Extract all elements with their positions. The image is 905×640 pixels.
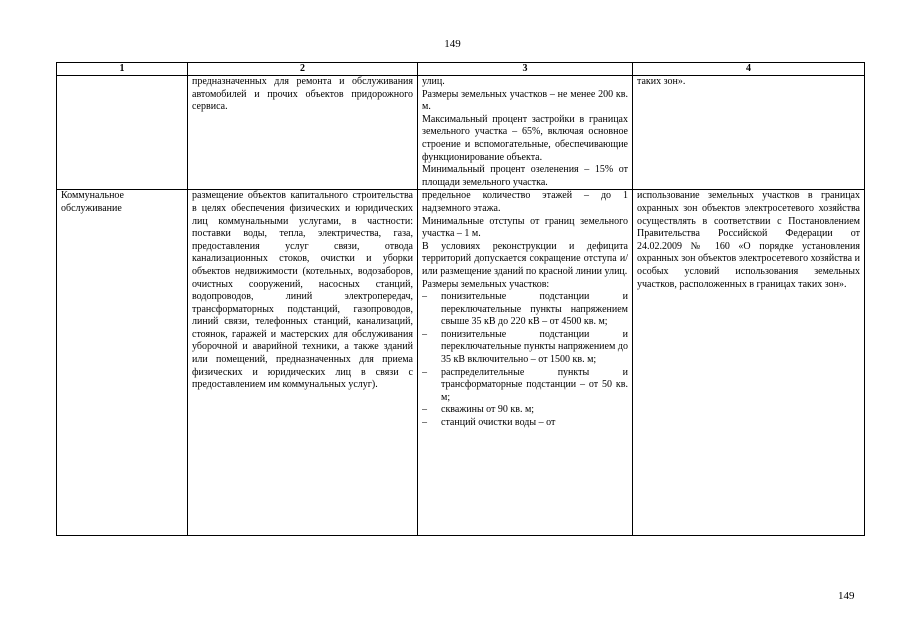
row2-use-name: Коммунальное обслуживание xyxy=(57,190,188,536)
row1-parameter-line: Минимальный процент озеленения – 15% от площади земельного участка. xyxy=(422,164,628,188)
row1-parameter-line: Размеры земельных участков – не менее 200 кв. м. xyxy=(422,88,628,113)
row2-parameter-line: предельное количество этажей – до 1 надземного этажа. xyxy=(422,190,628,214)
list-item-text: распределительные пункты и трансформаторные подстанции – от 50 кв. м; xyxy=(441,366,628,403)
row2-use-description: размещение объектов капитального строительства в целях обеспечения физических и юридических лиц коммунальными услугами, в частности: поставки воды, тепла, электричества, газа, предоставления услуг связи, отвода канализационных стоков, очистки и уборки объектов недвижимости (котельных, водозаборов, очистных сооружений, насосных станций, водопроводов, линий электропередач, трансформаторных подстанций, газопроводов, линий связи, телефонных станций, канализаций, стоянок, гаражей и мастерских для обслуживания уборочной и аварийной техники, а также зданий или помещений, предназначенных для приема физических и юридических лиц в связи с предоставлением им коммунальных услуг). xyxy=(188,190,418,536)
list-item xyxy=(422,367,628,405)
table-header-row xyxy=(57,63,865,76)
row1-parameter-line: улиц. xyxy=(422,76,445,87)
dash-bullet: – xyxy=(422,366,427,378)
column-header-4: 4 xyxy=(633,63,865,76)
column-header-2: 2 xyxy=(188,63,418,76)
row1-use-description: предназначенных для ремонта и обслуживания автомобилей и прочих объектов придорожного сервиса. xyxy=(188,76,418,190)
list-item-text: понизительные подстанции и переключательные пункты напряжением до 35 кВ включительно – от 1500 кв. м; xyxy=(441,328,628,366)
list-item xyxy=(422,417,628,430)
row2-parameter-line: Размеры земельных участков: xyxy=(422,278,550,290)
list-item xyxy=(422,291,628,329)
list-item-text: скважины от 90 кв. м; xyxy=(441,404,535,416)
table-row xyxy=(57,190,865,536)
dash-bullet: – xyxy=(422,291,427,303)
row1-restrictions: таких зон». xyxy=(633,76,865,190)
row2-parameters xyxy=(418,190,633,536)
list-item-text: станций очистки воды – от xyxy=(441,417,556,429)
list-item-text: понизительные подстанции и переключательные пункты напряжением свыше 35 кВ до 220 кВ – от 4500 кв. м; xyxy=(441,291,628,328)
column-header-1: 1 xyxy=(57,63,188,76)
column-header-3: 3 xyxy=(418,63,633,76)
page-number-top: 149 xyxy=(444,38,461,50)
land-plot-size-list xyxy=(422,291,628,430)
row1-use-name xyxy=(57,76,188,190)
row2-parameter-line: В условиях реконструкции и дефицита территорий допускается сокращение отступа и/или размещение зданий по красной линии улиц. xyxy=(422,240,628,277)
row2-restrictions: использование земельных участков в границах охранных зон объектов электросетевого хозяйства осуществлять в соответствии с Постановлением Правительства Российской Федерации от 24.02.2009 № 160 «О порядке установления охранных зон объектов электросетевого хозяйства и особых условий использования земельных участков, расположенных в границах таких зон». xyxy=(633,190,865,536)
list-item xyxy=(422,329,628,367)
table-row xyxy=(57,76,865,190)
row1-parameters xyxy=(418,76,633,190)
row2-parameter-line: Минимальные отступы от границ земельного участка – 1 м. xyxy=(422,215,628,240)
page-number-bottom: 149 xyxy=(838,590,855,602)
dash-bullet: – xyxy=(422,404,427,416)
regulations-table xyxy=(56,62,865,536)
dash-bullet: – xyxy=(422,328,427,340)
dash-bullet: – xyxy=(422,417,427,429)
row1-parameter-line: Максимальный процент застройки в границах земельного участка – 65%, включая основное строение и вспомогательные, обеспечивающие функционирование объекта. xyxy=(422,113,628,163)
list-item xyxy=(422,404,628,417)
